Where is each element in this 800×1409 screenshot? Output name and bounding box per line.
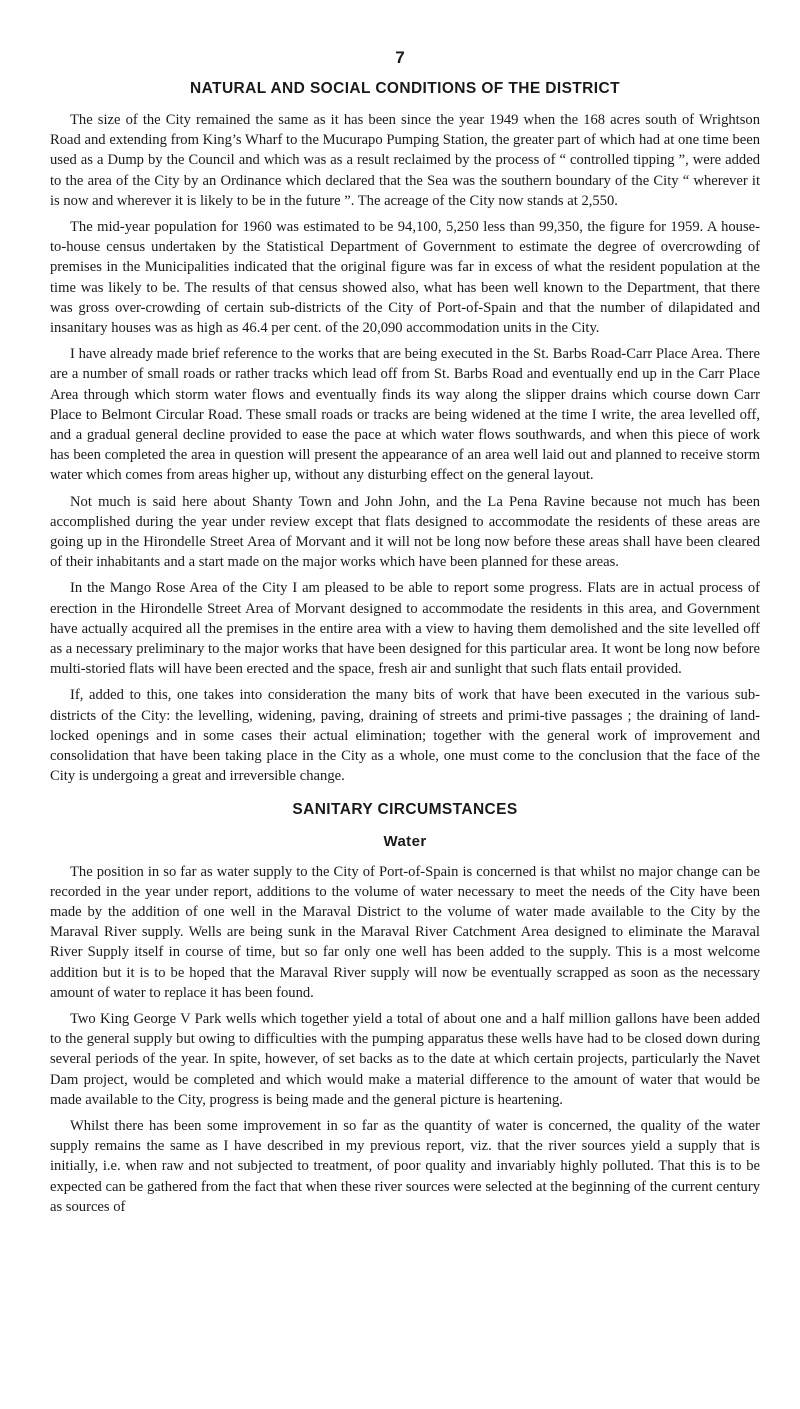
paragraph: In the Mango Rose Area of the City I am pleased to be able to report some progress. Flats are in actual process of erection in the Hirondelle Street Area of Morvant designed to accommodate the residents in this area, and Government have actually acquired all the premises in the entire area with a view to having them demolished and the site levelled off as a necessary preliminary to the major works that have been designed for this particular area. It wont be long now before multi-storied flats will have been erected and the space, fresh air and sunlight that such flats entail provided. xyxy=(50,580,760,678)
section-heading-natural-social: NATURAL AND SOCIAL CONDITIONS OF THE DISTRICT xyxy=(190,80,620,97)
paragraph: The position in so far as water supply to the City of Port-of-Spain is concerned is that whilst no major change can be recorded in the year under report, additions to the volume of water necessary to meet the needs of the City have been made by the addition of one well in the Maraval District to the volume of water made available to the City by the Maraval River supply. Wells are being sunk in the Maraval River Catchment Area designed to eliminate the Maraval River Supply itself in course of time, but so far only one well has been added to the supply. This is a most welcome addition but it is to be hoped that the Maraval River supply will now be eventually scrapped as soon as the necessary amount of water to replace it has been found. xyxy=(50,863,760,1001)
paragraph: The mid-year population for 1960 was estimated to be 94,100, 5,250 less than 99,350, the figure for 1959. A house-to-house census undertaken by the Statistical Department of Government to estimate the degree of overcrowding of premises in the Municipalities indicated that the original figure was far in excess of what the resident population at the time was likely to be. The results of that census showed also, what has been well known to the Department, that there was gross over-crowding of certain sub-districts of the City of Port-of-Spain and that the number of dilapidated and insanitary houses was as high as 46.4 per cent. of the 20,090 accommodation units in the City. xyxy=(50,219,760,337)
subsection-heading-water: Water xyxy=(383,832,427,850)
paragraph: Whilst there has been some improvement in so far as the quantity of water is concerned, the quality of the water supply remains the same as I have described in my previous report, viz. that the river sources yield a supply that is initially, i.e. when raw and not subjected to treatment, of poor quality and invariably highly polluted. That this is to be expected can be gathered from the fact that when these river sources were selected at the beginning of the current century as sources of xyxy=(50,1117,760,1215)
paragraph: I have already made brief reference to the works that are being executed in the St. Barbs Road-Carr Place Area. There are a number of small roads or rather tracks which lead off from St. Barbs Road and eventually end up in the Carr Place Area through which storm water flows and eventually finds its way along the slipper drains which course down Carr Place to Belmont Circular Road. These small roads or tracks are being widened at the time I write, the area levelled off, and a gradual general decline provided to ease the pace at which water flows southwards, and when this piece of work has been completed the area in question will present the appearance of an area well laid out and planned to receive storm water which comes from areas higher up, without any disturbing effect on the general layout. xyxy=(50,346,760,484)
paragraph: Two King George V Park wells which together yield a total of about one and a half million gallons have been added to the general supply but owing to difficulties with the pumping apparatus these wells have had to be closed down during several periods of the year. In spite, however, of set backs as to the date at which certain projects, particularly the Navet Dam project, would be completed and which would make a material difference to the amount of water that would be made available to the City, progress is being made and the general picture is heartening. xyxy=(50,1010,760,1108)
paragraph: If, added to this, one takes into consideration the many bits of work that have been executed in the various sub-districts of the City: the levelling, widening, paving, draining of streets and primi-tive passages ; the draining of land-locked openings and in some cases their actual elimination; together with the general work of improvement and consolidation that have been taking place in the City as a whole, one must come to the conclusion that the face of the City is undergoing a great and irreversible change. xyxy=(50,687,760,785)
page-number: 7 xyxy=(395,48,405,67)
paragraph: The size of the City remained the same as it has been since the year 1949 when the 168 acres south of Wrightson Road and extending from King’s Wharf to the Mucurapo Pumping Station, the greater part of which had at one time been used as a Dump by the Council and which was as a result reclaimed by the process of “ controlled tipping ”, were added to the area of the City by an Ordinance which declared that the Sea was the southern boundary of the City “ wherever it is now and wherever it is likely to be in the future ”. The acreage of the City now stands at 2,550. xyxy=(50,112,760,209)
page-content xyxy=(50,80,760,1223)
paragraph: Not much is said here about Shanty Town and John John, and the La Pena Ravine because not much has been accomplished during the year under review except that flats designed to accommodate the residents of these areas are going up in the Hirondelle Street Area of Morvant and it will not be long now before these areas shall have been cleared of their inhabitants and a start made on the major works which have been planned for these areas. xyxy=(50,493,760,571)
section-heading-sanitary: SANITARY CIRCUMSTANCES xyxy=(292,800,518,818)
